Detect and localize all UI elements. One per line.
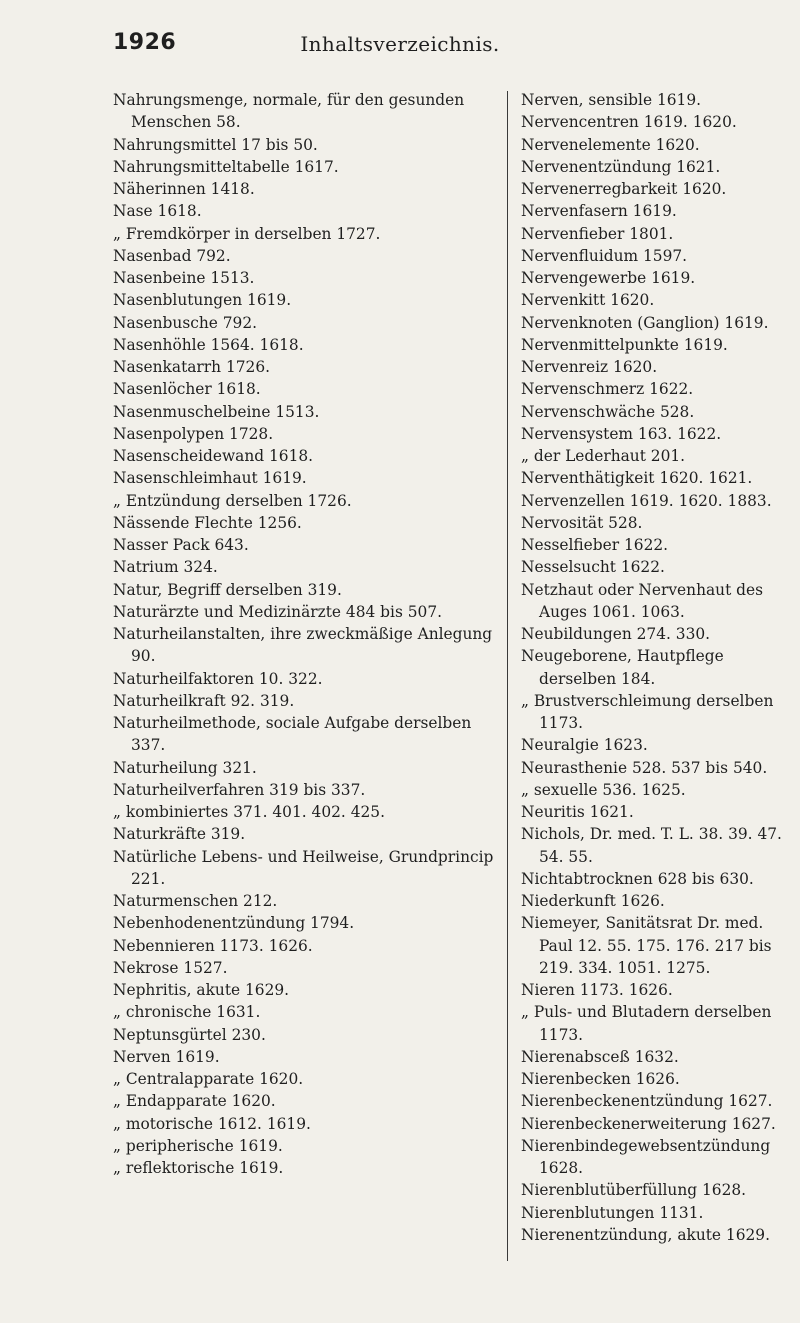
index-entry: Neurasthenie 528. 537 bis 540.	[521, 758, 768, 777]
index-entry: Nervenfluidum 1597.	[521, 246, 688, 265]
index-entry: Naturheilmethode, sociale Aufgabe derselben 337.	[113, 714, 472, 755]
index-entry: Nervenerregbarkeit 1620.	[521, 180, 727, 198]
index-entry: Nesselfieber 1622.	[521, 536, 669, 554]
index-entry: Nierenblutüberfüllung 1628.	[521, 1181, 747, 1200]
index-entry: Näherinnen 1418.	[113, 180, 255, 198]
index-entry: „ reflektorische 1619.	[113, 1159, 284, 1177]
page-title: Inhaltsverzeichnis.	[300, 32, 500, 56]
index-entry: Nervenschwäche 528.	[521, 402, 695, 421]
index-entry: Naturheilung 321.	[113, 758, 257, 777]
index-entry: Nierenbeckenerweiterung 1627.	[521, 1114, 776, 1133]
index-entry: „ Endapparate 1620.	[113, 1092, 276, 1111]
index-entry: Nervenelemente 1620.	[521, 135, 700, 154]
index-entry: „ Entzündung derselben 1726.	[113, 491, 352, 510]
index-entry: Neuritis 1621.	[521, 803, 634, 821]
index-entry: „ Brustverschleimung derselben 1173.	[521, 691, 774, 732]
index-entry: Neubildungen 274. 330.	[521, 625, 711, 643]
index-entry: Nasenbeine 1513.	[113, 269, 255, 287]
index-entry: Nervenentzündung 1621.	[521, 157, 721, 176]
index-entry: „ Puls- und Blutadern derselben 1173.	[521, 1003, 772, 1044]
index-entry: „ der Lederhaut 201.	[521, 447, 686, 465]
index-entry: Nichols, Dr. med. T. L. 38. 39. 47. 54. 55.	[521, 825, 782, 866]
index-entry: Naturheilverfahren 319 bis 337.	[113, 780, 366, 799]
index-entry: Naturheilanstalten, ihre zweckmäßige Anlegung 90.	[113, 625, 493, 666]
index-entry: Nahrungsmitteltabelle 1617.	[113, 157, 339, 176]
index-entry: Nebennieren 1173. 1626.	[113, 936, 313, 955]
index-entry: Nesselsucht 1622.	[521, 558, 665, 577]
index-entry: Nervenreiz 1620.	[521, 358, 658, 376]
index-column-left	[113, 89, 501, 1179]
index-entry: Nierenabsceß 1632.	[521, 1047, 679, 1066]
index-entry: Nierenblutungen 1131.	[521, 1203, 704, 1222]
index-entry: Neuralgie 1623.	[521, 736, 648, 755]
index-entry: Nervenfieber 1801.	[521, 224, 674, 243]
index-entry: „ Fremdkörper in derselben 1727.	[113, 224, 381, 243]
index-entry: Nervensystem 163. 1622.	[521, 424, 722, 443]
index-entry: Nasser Pack 643.	[113, 536, 249, 554]
index-entry: Natur, Begriff derselben 319.	[113, 580, 342, 599]
index-entry: „ sexuelle 536. 1625.	[521, 780, 686, 799]
column-divider	[507, 91, 508, 1261]
index-entry: Neptunsgürtel 230.	[113, 1025, 266, 1044]
index-entry: Nahrungsmenge, normale, für den gesunden Menschen 58.	[113, 91, 465, 132]
index-column-right	[521, 89, 791, 1246]
index-entry: „ Centralapparate 1620.	[113, 1070, 304, 1088]
index-entry: Netzhaut oder Nervenhaut des Auges 1061. 1063.	[521, 580, 764, 621]
index-entry: Nieren 1173. 1626.	[521, 981, 673, 999]
index-entry: Nekrose 1527.	[113, 958, 228, 977]
index-entry: Nasenschleimhaut 1619.	[113, 469, 307, 488]
index-entry: Nahrungsmittel 17 bis 50.	[113, 135, 318, 154]
index-entry: Naturmenschen 212.	[113, 892, 278, 910]
index-entry: „ chronische 1631.	[113, 1003, 261, 1022]
index-entry: Nervenzellen 1619. 1620. 1883.	[521, 491, 772, 510]
index-entry: Natrium 324.	[113, 558, 218, 577]
index-entry: Nierenentzündung, akute 1629.	[521, 1225, 770, 1244]
index-entry: Nasenpolypen 1728.	[113, 424, 274, 443]
index-entry: Nierenbecken 1626.	[521, 1070, 680, 1088]
index-entry: Naturärzte und Medizinärzte 484 bis 507.	[113, 602, 443, 621]
index-entry: Nerventhätigkeit 1620. 1621.	[521, 469, 753, 488]
index-entry: Natürliche Lebens- und Heilweise, Grundprincip 221.	[113, 847, 494, 888]
index-entry: Nasenmuschelbeine 1513.	[113, 402, 320, 421]
index-entry: Nervosität 528.	[521, 513, 643, 532]
index-entry: Neugeborene, Hautpflege derselben 184.	[521, 647, 724, 688]
index-entry: Nässende Flechte 1256.	[113, 513, 302, 532]
index-entry: Nasenkatarrh 1726.	[113, 358, 271, 376]
index-entry: Nasenscheidewand 1618.	[113, 447, 314, 465]
index-entry: Naturheilkraft 92. 319.	[113, 691, 295, 710]
index-entry: Nasenbad 792.	[113, 246, 231, 265]
index-entry: „ peripherische 1619.	[113, 1136, 283, 1155]
index-entry: Nierenbeckenentzündung 1627.	[521, 1092, 773, 1111]
index-entry: Nerven 1619.	[113, 1047, 220, 1066]
index-entry: Niederkunft 1626.	[521, 892, 665, 910]
index-entry: Nichtabtrocknen 628 bis 630.	[521, 869, 754, 888]
index-entry: Nephritis, akute 1629.	[113, 981, 290, 999]
index-entry: Nasenbusche 792.	[113, 313, 258, 332]
page-header	[0, 0, 800, 90]
index-entry: Nervenschmerz 1622.	[521, 380, 694, 399]
index-entry: Nervenknoten (Ganglion) 1619.	[521, 313, 769, 332]
index-entry: Nervencentren 1619. 1620.	[521, 113, 737, 132]
index-entry: Nervengewerbe 1619.	[521, 269, 696, 287]
index-entry: Nierenbindegewebsentzündung 1628.	[521, 1136, 771, 1177]
index-entry: Niemeyer, Sanitätsrat Dr. med. Paul 12. 55. 175. 176. 217 bis 219. 334. 1051. 1275.	[521, 914, 772, 977]
index-entry: Nerven, sensible 1619.	[521, 91, 702, 109]
index-entry: „ kombiniertes 371. 401. 402. 425.	[113, 803, 385, 821]
index-entry: Nasenlöcher 1618.	[113, 380, 261, 399]
index-entry: Nervenfasern 1619.	[521, 202, 677, 221]
index-entry: Nasenblutungen 1619.	[113, 291, 292, 310]
index-entry: Naturheilfaktoren 10. 322.	[113, 669, 323, 688]
page-number: 1926	[113, 30, 177, 55]
index-entry: Nasenhöhle 1564. 1618.	[113, 335, 304, 354]
index-entry: Naturkräfte 319.	[113, 825, 246, 844]
index-entry: Nebenhodenentzündung 1794.	[113, 914, 355, 933]
index-entry: „ motorische 1612. 1619.	[113, 1114, 311, 1133]
index-entry: Nervenkitt 1620.	[521, 291, 655, 310]
index-entry: Nase 1618.	[113, 202, 202, 221]
index-entry: Nervenmittelpunkte 1619.	[521, 335, 728, 354]
